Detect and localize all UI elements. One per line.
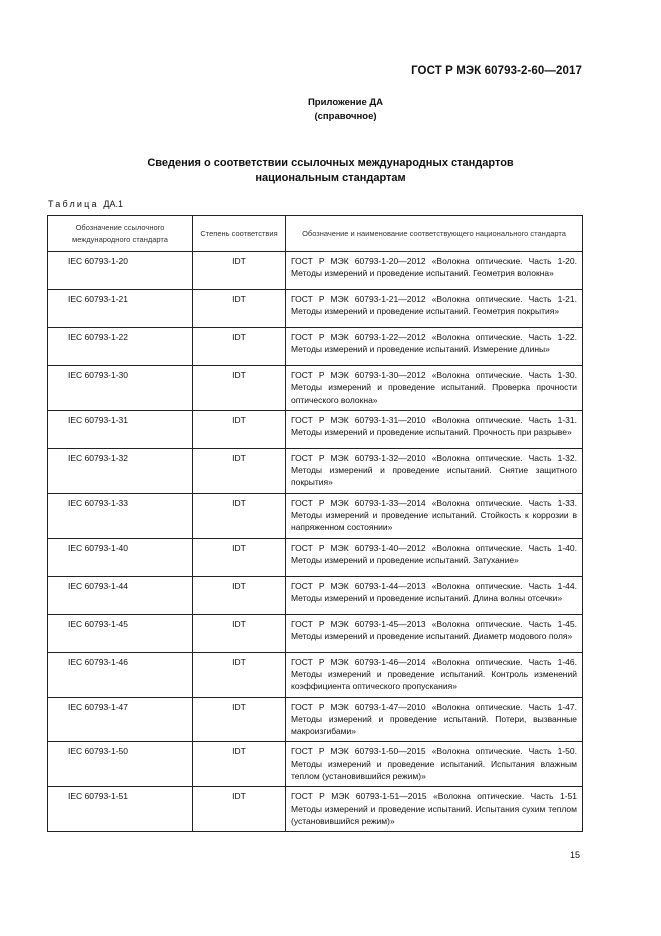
international-standard-cell: IEC 60793-1-40 <box>48 538 193 576</box>
table-row <box>48 493 583 538</box>
national-standard-cell: ГОСТ Р МЭК 60793-1-46—2014 «Волокна оптические. Часть 1-46. Методы измерений и проведение испытаний. Контроль изменений коэффициента оптического пропускания» <box>286 652 583 697</box>
national-standard-cell: ГОСТ Р МЭК 60793-1-44—2013 «Волокна оптические. Часть 1-44. Методы измерений и проведение испытаний. Длина волны отсечки» <box>286 576 583 614</box>
appendix-heading <box>0 96 661 124</box>
table-row <box>48 652 583 697</box>
header-degree: Степень соответствия <box>193 216 286 252</box>
appendix-subtitle: (справочное) <box>314 111 377 122</box>
international-standard-cell: IEC 60793-1-47 <box>48 697 193 742</box>
degree-cell: IDT <box>193 614 286 652</box>
national-standard-cell: ГОСТ Р МЭК 60793-1-30—2012 «Волокна оптические. Часть 1-30. Методы измерений и проведение испытаний. Проверка прочности оптического волокна» <box>286 366 583 411</box>
national-standard-cell: ГОСТ Р МЭК 60793-1-47—2010 «Волокна оптические. Часть 1-47. Методы измерений и проведение испытаний. Потери, вызванные макроизгибами» <box>286 697 583 742</box>
degree-cell: IDT <box>193 787 286 832</box>
degree-cell: IDT <box>193 742 286 787</box>
degree-cell: IDT <box>193 538 286 576</box>
table-row <box>48 252 583 290</box>
table-row <box>48 576 583 614</box>
degree-cell: IDT <box>193 697 286 742</box>
table-row <box>48 697 583 742</box>
table-row <box>48 614 583 652</box>
degree-cell: IDT <box>193 410 286 448</box>
international-standard-cell: IEC 60793-1-20 <box>48 252 193 290</box>
table-caption-number: ДА.1 <box>103 199 124 209</box>
international-standard-cell: IEC 60793-1-45 <box>48 614 193 652</box>
degree-cell: IDT <box>193 576 286 614</box>
degree-cell: IDT <box>193 290 286 328</box>
degree-cell: IDT <box>193 493 286 538</box>
table-header-row <box>48 216 583 252</box>
table-row <box>48 366 583 411</box>
international-standard-cell: IEC 60793-1-21 <box>48 290 193 328</box>
page-title-line-1: Сведения о соответствии ссылочных международных стандартов <box>147 157 514 169</box>
degree-cell: IDT <box>193 652 286 697</box>
national-standard-cell: ГОСТ Р МЭК 60793-1-40—2012 «Волокна оптические. Часть 1-40. Методы измерений и проведение испытаний. Затухание» <box>286 538 583 576</box>
national-standard-cell: ГОСТ Р МЭК 60793-1-51—2015 «Волокна оптические. Часть 1-51 Методы измерений и проведение испытаний. Испытания сухим теплом (установившийся режим)» <box>286 787 583 832</box>
degree-cell: IDT <box>193 448 286 493</box>
national-standard-cell: ГОСТ Р МЭК 60793-1-32—2010 «Волокна оптические. Часть 1-32. Методы измерений и проведение испытаний. Снятие защитного покрытия» <box>286 448 583 493</box>
appendix-title: Приложение ДА <box>307 97 384 108</box>
document-code: ГОСТ Р МЭК 60793-2-60—2017 <box>411 65 582 77</box>
international-standard-cell: IEC 60793-1-30 <box>48 366 193 411</box>
header-national-standard: Обозначение и наименование соответствующего национального стандарта <box>286 216 583 252</box>
international-standard-cell: IEC 60793-1-31 <box>48 410 193 448</box>
national-standard-cell: ГОСТ Р МЭК 60793-1-31—2010 «Волокна оптические. Часть 1-31. Методы измерений и проведение испытаний. Прочность при разрыве» <box>286 410 583 448</box>
table-row <box>48 290 583 328</box>
international-standard-cell: IEC 60793-1-46 <box>48 652 193 697</box>
national-standard-cell: ГОСТ Р МЭК 60793-1-33—2014 «Волокна оптические. Часть 1-33. Методы измерений и проведение испытаний. Стойкость к коррозии в напряженном состоянии» <box>286 493 583 538</box>
table-row <box>48 787 583 832</box>
international-standard-cell: IEC 60793-1-32 <box>48 448 193 493</box>
table-row <box>48 328 583 366</box>
national-standard-cell: ГОСТ Р МЭК 60793-1-21—2012 «Волокна оптические. Часть 1-21. Методы измерений и проведение испытаний. Геометрия покрытия» <box>286 290 583 328</box>
page-title <box>0 156 661 186</box>
table-row <box>48 410 583 448</box>
degree-cell: IDT <box>193 328 286 366</box>
table-row <box>48 538 583 576</box>
international-standard-cell: IEC 60793-1-51 <box>48 787 193 832</box>
national-standard-cell: ГОСТ Р МЭК 60793-1-20—2012 «Волокна оптические. Часть 1-20. Методы измерений и проведение испытаний. Геометрия волокна» <box>286 252 583 290</box>
table-row <box>48 742 583 787</box>
degree-cell: IDT <box>193 366 286 411</box>
table-row <box>48 448 583 493</box>
table-caption <box>48 199 123 209</box>
page-title-line-2: национальным стандартам <box>255 172 406 184</box>
international-standard-cell: IEC 60793-1-50 <box>48 742 193 787</box>
international-standard-cell: IEC 60793-1-22 <box>48 328 193 366</box>
international-standard-cell: IEC 60793-1-44 <box>48 576 193 614</box>
degree-cell: IDT <box>193 252 286 290</box>
table-caption-label: Таблица <box>48 199 99 209</box>
national-standard-cell: ГОСТ Р МЭК 60793-1-45—2013 «Волокна оптические. Часть 1-45. Методы измерений и проведение испытаний. Диаметр модового поля» <box>286 614 583 652</box>
national-standard-cell: ГОСТ Р МЭК 60793-1-50—2015 «Волокна оптические. Часть 1-50. Методы измерений и проведение испытаний. Испытания влажным теплом (установившийся режим)» <box>286 742 583 787</box>
international-standard-cell: IEC 60793-1-33 <box>48 493 193 538</box>
header-international-standard: Обозначение ссылочного международного стандарта <box>48 216 193 252</box>
page-number: 15 <box>569 850 580 860</box>
national-standard-cell: ГОСТ Р МЭК 60793-1-22—2012 «Волокна оптические. Часть 1-22. Методы измерений и проведение испытаний. Измерение длины» <box>286 328 583 366</box>
standards-table <box>47 215 583 832</box>
